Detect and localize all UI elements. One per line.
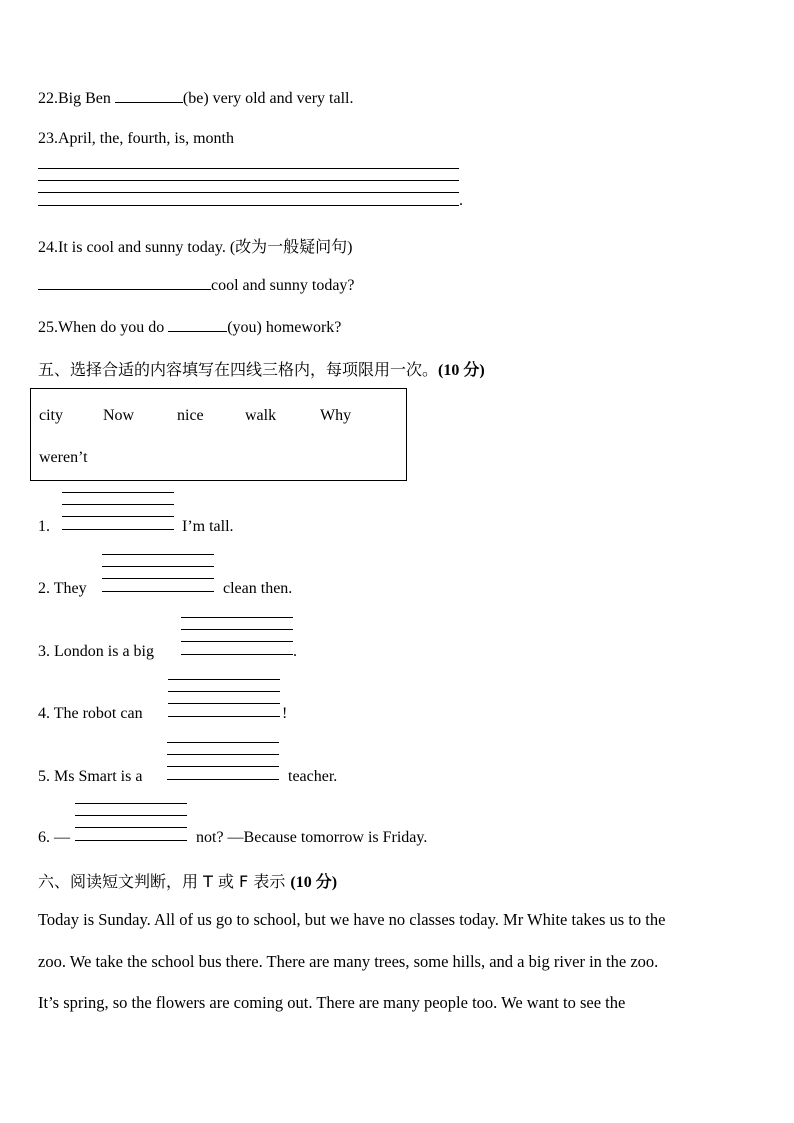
question-24 bbox=[38, 234, 353, 257]
four-line-grid[interactable] bbox=[168, 679, 280, 716]
item-text: not? —Because tomorrow is Friday. bbox=[196, 829, 428, 846]
answer-blank[interactable] bbox=[168, 317, 227, 332]
passage-line: It’s spring, so the flowers are coming out. There are many people too. We want to see the bbox=[38, 993, 626, 1012]
fill-item-3 bbox=[38, 643, 154, 661]
section-score: (10 分) bbox=[290, 874, 338, 891]
question-23 bbox=[38, 130, 234, 148]
item-text: teacher. bbox=[288, 768, 338, 785]
item-number: 4. bbox=[38, 705, 50, 722]
fill-item-2 bbox=[38, 580, 87, 598]
question-number: 22. bbox=[38, 90, 58, 107]
four-line-grid[interactable] bbox=[102, 554, 214, 591]
item-number: 6. bbox=[38, 829, 50, 846]
question-number: 25. bbox=[38, 319, 58, 336]
item-number: 5. bbox=[38, 768, 50, 785]
word-bank-item: nice bbox=[177, 407, 204, 424]
item-text: They bbox=[53, 580, 87, 597]
answer-line[interactable] bbox=[38, 180, 459, 181]
item-number: 1. bbox=[38, 518, 50, 535]
question-number: 23. bbox=[38, 130, 58, 147]
item-text: clean then. bbox=[223, 580, 293, 597]
item-text: London is a big bbox=[54, 643, 154, 660]
item-number: 3. bbox=[38, 643, 50, 660]
question-text: It is cool and sunny today. (改为一般疑问句) bbox=[58, 239, 353, 256]
question-text: When do you do bbox=[58, 319, 169, 336]
question-text: (you) homework? bbox=[227, 319, 342, 336]
question-text: Big Ben bbox=[58, 90, 115, 107]
item-text: . bbox=[293, 643, 297, 660]
answer-line[interactable] bbox=[38, 168, 459, 169]
item-number: 2. bbox=[38, 580, 50, 597]
word-bank-item: weren’t bbox=[39, 449, 88, 466]
passage-line: zoo. We take the school bus there. There are many trees, some hills, and a big river in the zoo. bbox=[38, 952, 659, 971]
section-5-heading bbox=[38, 357, 485, 380]
period-mark: . bbox=[459, 192, 463, 209]
word-bank-item: Now bbox=[103, 407, 135, 424]
four-line-grid[interactable] bbox=[167, 742, 279, 779]
passage-line: Today is Sunday. All of us go to school, but we have no classes today. Mr White takes us to the bbox=[38, 910, 666, 929]
answer-blank[interactable] bbox=[115, 88, 183, 103]
item-text: — bbox=[54, 829, 70, 846]
four-line-grid[interactable] bbox=[62, 492, 174, 529]
question-25 bbox=[38, 317, 341, 337]
answer-24 bbox=[38, 275, 355, 295]
section-6-heading bbox=[38, 869, 337, 892]
question-text: (be) very old and very tall. bbox=[182, 90, 354, 107]
question-text: April, the, fourth, is, month bbox=[58, 130, 234, 147]
item-text: The robot can bbox=[53, 705, 143, 722]
four-line-grid[interactable] bbox=[75, 803, 187, 840]
section-title: 六、阅读短文判断，用 T 或 F 表示 bbox=[38, 872, 286, 891]
fill-item-6 bbox=[38, 829, 70, 847]
question-22 bbox=[38, 88, 354, 108]
word-bank-item: city bbox=[39, 407, 63, 424]
answer-blank[interactable] bbox=[38, 275, 211, 290]
answer-line[interactable] bbox=[38, 205, 459, 206]
item-text: ! bbox=[282, 705, 288, 722]
word-bank bbox=[30, 388, 407, 481]
question-number: 24. bbox=[38, 239, 58, 256]
word-bank-item: Why bbox=[320, 407, 352, 424]
four-line-grid[interactable] bbox=[181, 617, 293, 654]
fill-item-1 bbox=[38, 518, 50, 536]
answer-line[interactable] bbox=[38, 192, 459, 193]
item-text: I’m tall. bbox=[182, 518, 234, 535]
word-bank-item: walk bbox=[245, 407, 277, 424]
fill-item-5 bbox=[38, 768, 142, 786]
answer-text: cool and sunny today? bbox=[211, 277, 355, 294]
item-text: Ms Smart is a bbox=[54, 768, 143, 785]
section-title: 五、选择合适的内容填写在四线三格内，每项限用一次。 bbox=[38, 360, 439, 379]
fill-item-4 bbox=[38, 705, 143, 723]
section-score: (10 分) bbox=[438, 362, 485, 379]
